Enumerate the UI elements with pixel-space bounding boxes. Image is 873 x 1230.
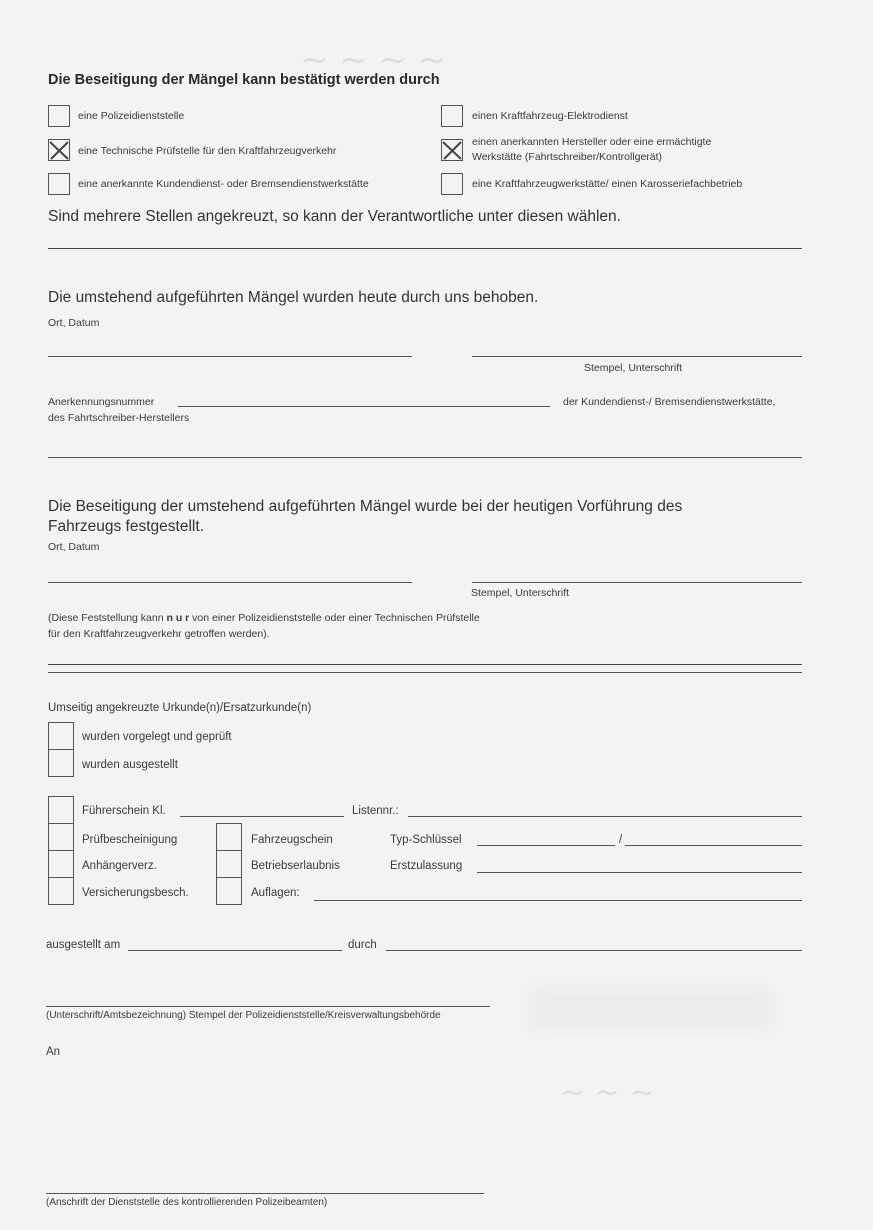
listennr-field[interactable] xyxy=(408,816,802,817)
note-emphasis: n u r xyxy=(166,612,190,624)
recognition-label: Anerkennungsnummer xyxy=(48,396,155,408)
section3-heading-1: Die Beseitigung der umstehend aufgeführten Mängel wurde bei der heutigen Vorführung des xyxy=(48,498,683,515)
typ-slash: / xyxy=(619,834,623,846)
checked-x-icon xyxy=(441,139,463,161)
checkbox-ausgestellt[interactable] xyxy=(48,749,74,777)
place-date-label: Ort, Datum xyxy=(48,541,100,553)
typ-field-1[interactable] xyxy=(477,845,615,846)
section1-note: Sind mehrere Stellen angekreuzt, so kann der Verantwortliche unter diesen wählen. xyxy=(48,208,621,225)
label-kundendienst: eine anerkannte Kundendienst- oder Bremsendienstwerkstätte xyxy=(78,178,369,190)
recognition-sub-label: des Fahrtschreiber-Herstellers xyxy=(48,412,190,424)
stamp-field[interactable] xyxy=(472,356,802,357)
note-text-b: von einer Polizeidienststelle oder einer Technischen Prüfstelle xyxy=(189,612,480,624)
section3-heading-2: Fahrzeugs festgestellt. xyxy=(48,518,204,535)
checkbox-hersteller[interactable] xyxy=(441,139,463,161)
signature-label: (Unterschrift/Amtsbezeichnung) Stempel der Polizeidienststelle/Kreisverwaltungsbehörde xyxy=(46,1010,441,1021)
checkbox-kfz-werkstatt[interactable] xyxy=(441,173,463,195)
place-date-field[interactable] xyxy=(48,356,412,357)
workshop-label: der Kundendienst-/ Bremsendienstwerkstätte, xyxy=(563,396,776,408)
label-pruefstelle: eine Technische Prüfstelle für den Kraftfahrzeugverkehr xyxy=(78,145,337,157)
stamp-field[interactable] xyxy=(472,582,802,583)
checkbox-vorgelegt[interactable] xyxy=(48,722,74,750)
section2-heading: Die umstehend aufgeführten Mängel wurden heute durch uns behoben. xyxy=(48,289,539,306)
redacted-area xyxy=(530,990,770,1030)
label-betrieb: Betriebserlaubnis xyxy=(251,860,340,872)
label-typ: Typ-Schlüssel xyxy=(390,834,462,846)
label-pruef: Prüfbescheinigung xyxy=(82,834,178,846)
note-text-a: (Diese Feststellung kann xyxy=(48,612,167,624)
checkbox-polizei[interactable] xyxy=(48,105,70,127)
checkbox-auflagen[interactable] xyxy=(216,877,242,905)
label-auflagen: Auflagen: xyxy=(251,887,300,899)
section1-heading: Die Beseitigung der Mängel kann bestätigt werden durch xyxy=(48,72,440,88)
double-divider-top xyxy=(48,664,802,665)
checkbox-betrieb[interactable] xyxy=(216,850,242,878)
place-date-field[interactable] xyxy=(48,582,412,583)
label-versicherung: Versicherungsbesch. xyxy=(82,887,189,899)
checked-x-icon xyxy=(48,139,70,161)
address-field[interactable] xyxy=(46,1193,484,1194)
label-erstzul: Erstzulassung xyxy=(390,860,463,872)
label-vorgelegt: wurden vorgelegt und geprüft xyxy=(82,731,232,743)
checkbox-fahrzeugschein[interactable] xyxy=(216,823,242,851)
show-through-handwriting-2: ~ ~ ~ xyxy=(560,1075,655,1110)
divider xyxy=(48,248,802,249)
label-fahrzeugschein: Fahrzeugschein xyxy=(251,834,333,846)
label-ausgestellt: wurden ausgestellt xyxy=(82,759,178,771)
checkbox-versicherung[interactable] xyxy=(48,877,74,905)
label-fuehrerschein: Führerschein Kl. xyxy=(82,805,166,817)
double-divider-bottom xyxy=(48,672,802,673)
checkbox-pruef[interactable] xyxy=(48,823,74,851)
place-date-label: Ort, Datum xyxy=(48,317,100,329)
durch-field[interactable] xyxy=(386,950,802,951)
stamp-label: Stempel, Unterschrift xyxy=(584,362,683,374)
ausgestellt-am-field[interactable] xyxy=(128,950,342,951)
checkbox-anhaenger[interactable] xyxy=(48,850,74,878)
label-elektrodienst: einen Kraftfahrzeug-Elektrodienst xyxy=(472,110,628,122)
label-durch: durch xyxy=(348,939,377,951)
checkbox-pruefstelle[interactable] xyxy=(48,139,70,161)
checkbox-fuehrerschein[interactable] xyxy=(48,796,74,824)
label-kfz-werkstatt: eine Kraftfahrzeugwerkstätte/ einen Karosseriefachbetrieb xyxy=(472,178,743,190)
stamp-label: Stempel, Unterschrift xyxy=(471,587,570,599)
checkbox-elektrodienst[interactable] xyxy=(441,105,463,127)
label-anhaenger: Anhängerverz. xyxy=(82,860,157,872)
erstzul-field[interactable] xyxy=(477,872,802,873)
auflagen-field[interactable] xyxy=(314,900,802,901)
address-label: (Anschrift der Dienststelle des kontrollierenden Polizeibeamten) xyxy=(46,1197,328,1208)
section3-note-1 xyxy=(48,612,480,624)
label-polizei: eine Polizeidienststelle xyxy=(78,110,185,122)
fuehrerschein-field[interactable] xyxy=(180,816,344,817)
section3-note-2: für den Kraftfahrzeugverkehr getroffen werden). xyxy=(48,628,270,640)
signature-field[interactable] xyxy=(46,1006,490,1007)
label-ausgestellt-am: ausgestellt am xyxy=(46,939,121,951)
divider xyxy=(48,457,802,458)
typ-field-2[interactable] xyxy=(625,845,802,846)
label-listennr: Listennr.: xyxy=(352,805,399,817)
label-hersteller-1: einen anerkannten Hersteller oder eine ermächtigte xyxy=(472,136,712,148)
section4-heading: Umseitig angekreuzte Urkunde(n)/Ersatzurkunde(n) xyxy=(48,702,312,714)
checkbox-kundendienst[interactable] xyxy=(48,173,70,195)
show-through-handwriting: ~ ~ ~ ~ xyxy=(300,40,447,80)
label-an: An xyxy=(46,1046,61,1058)
label-hersteller-2: Werkstätte (Fahrtschreiber/Kontrollgerät) xyxy=(472,151,663,163)
recognition-number-field[interactable] xyxy=(178,406,550,407)
